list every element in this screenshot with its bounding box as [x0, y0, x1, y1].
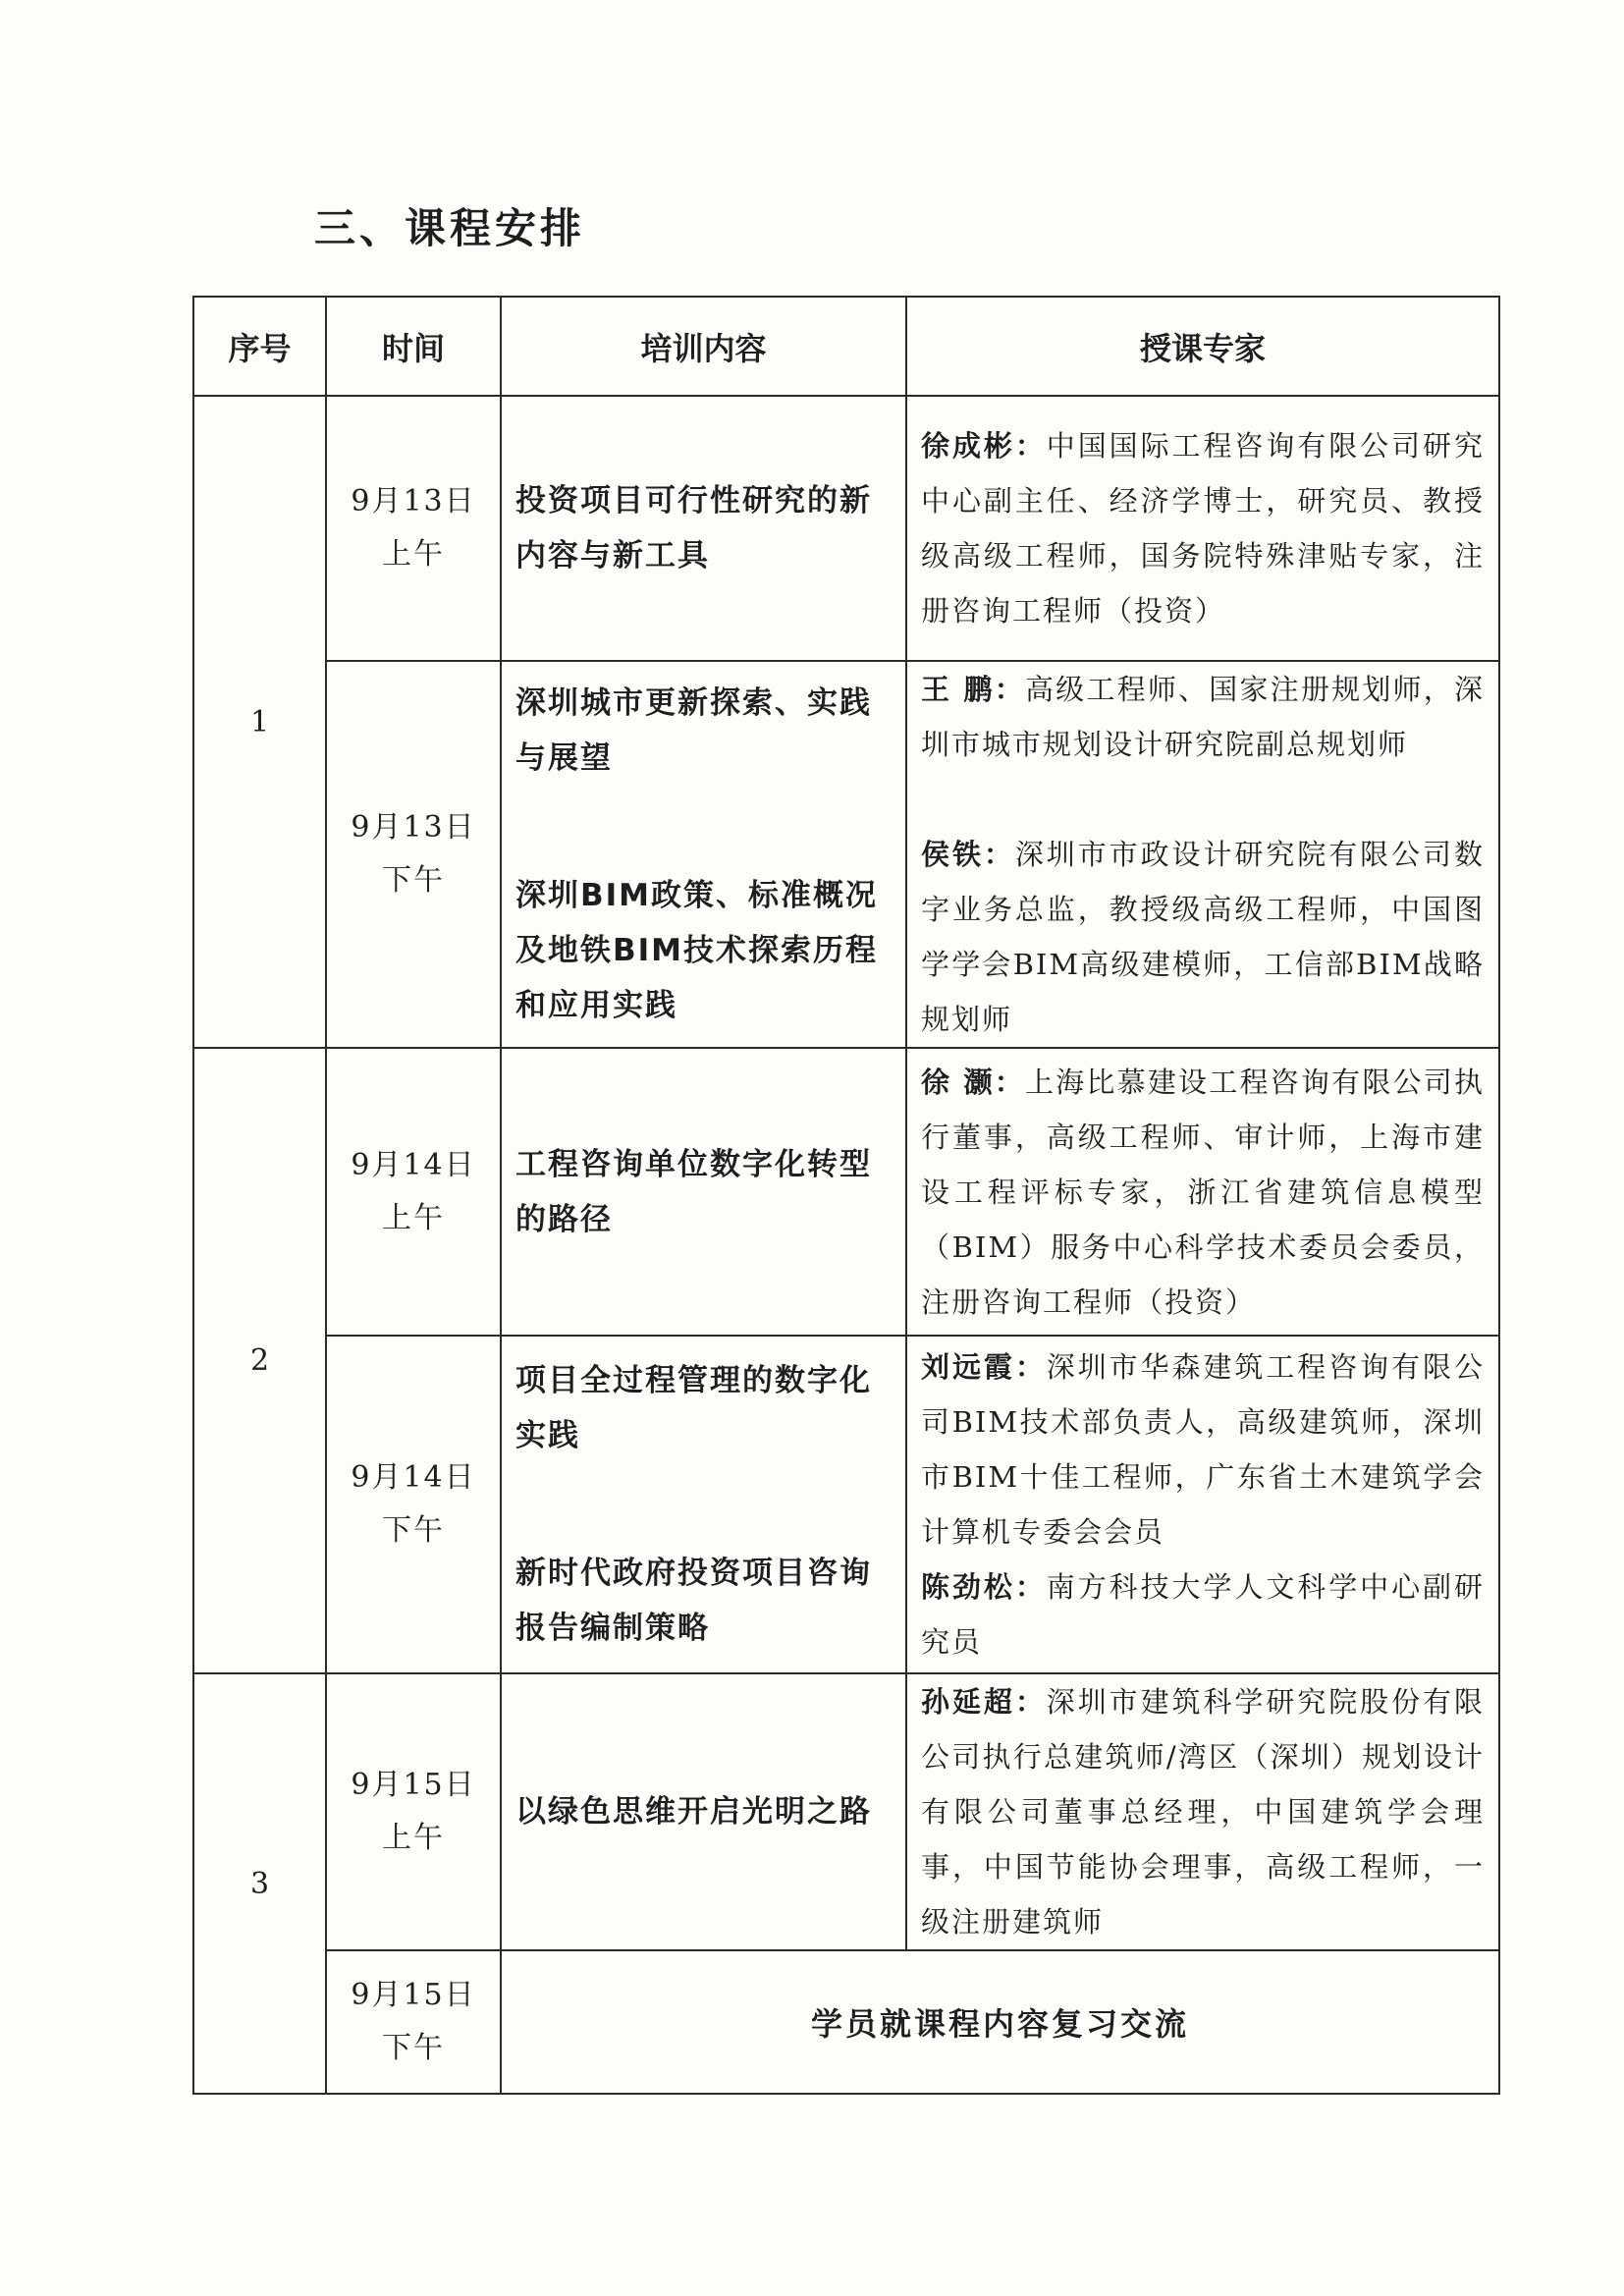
- section-title: 三、课程安排: [314, 204, 586, 252]
- expert-name: 侯铁: [921, 838, 984, 871]
- table-row: [193, 396, 1499, 661]
- header-seq: 序号: [193, 297, 326, 396]
- expert-name: 刘远霞: [921, 1350, 1015, 1384]
- topic: 新时代政府投资项目咨询报告编制策略: [515, 1556, 872, 1646]
- course-schedule-table: [192, 296, 1500, 2095]
- table-row: [193, 1673, 1499, 1950]
- content-cell: [501, 396, 906, 661]
- expert-desc: 高级工程师、国家注册规划师，深圳市城市规划设计研究院副总规划师: [921, 673, 1485, 761]
- expert-name: 徐 灏: [921, 1065, 995, 1099]
- expert-entry: 徐 灏：上海比慕建设工程咨询有限公司执行董事，高级工程师、审计师，上海市建设工程评标专家，浙江省建筑信息模型（BIM）服务中心科学技术委员会委员，注册咨询工程师（投资）: [921, 1065, 1485, 1319]
- seq-cell: 3: [193, 1673, 326, 2094]
- period: 上午: [382, 537, 445, 572]
- expert-name: 王 鹏: [921, 673, 995, 706]
- expert-cell: [906, 1336, 1499, 1673]
- review-session-cell: 学员就课程内容复习交流: [501, 1950, 1499, 2094]
- expert-name: 徐成彬: [921, 429, 1015, 463]
- time-cell: [326, 1950, 501, 2094]
- topic: 工程咨询单位数字化转型的路径: [515, 1146, 872, 1237]
- expert-desc: 上海比慕建设工程咨询有限公司执行董事，高级工程师、审计师，上海市建设工程评标专家，浙江省建筑信息模型（BIM）服务中心科学技术委员会委员，注册咨询工程师（投资）: [921, 1065, 1485, 1319]
- topic: 项目全过程管理的数字化实践: [515, 1363, 872, 1453]
- date: 9月15日: [351, 1978, 476, 2012]
- topic: 投资项目可行性研究的新内容与新工具: [515, 483, 872, 574]
- header-expert: 授课专家: [906, 297, 1499, 396]
- header-content: 培训内容: [501, 297, 906, 396]
- expert-desc: 深圳市华森建筑工程咨询有限公司BIM技术部负责人，高级建筑师，深圳市BIM十佳工程师，广东省土木建筑学会计算机专委会会员: [921, 1350, 1485, 1549]
- expert-name: 陈劲松: [921, 1570, 1015, 1604]
- header-time: 时间: [326, 297, 501, 396]
- table-row: [193, 1950, 1499, 2094]
- content-cell: [501, 661, 906, 1048]
- expert-entry: 侯铁：深圳市市政设计研究院有限公司数字业务总监，教授级高级工程师，中国图学学会BIM高级建模师，工信部BIM战略规划师: [921, 838, 1485, 1036]
- expert-desc: 南方科技大学人文科学中心副研究员: [921, 1570, 1485, 1659]
- content-cell: [501, 1336, 906, 1673]
- date: 9月14日: [351, 1460, 476, 1495]
- time-cell: [326, 1673, 501, 1950]
- period: 上午: [382, 1200, 445, 1235]
- expert-cell: [906, 661, 1499, 1048]
- date: 9月13日: [351, 810, 476, 845]
- time-cell: [326, 1048, 501, 1336]
- expert-cell: [906, 1673, 1499, 1950]
- expert-desc: 中国国际工程咨询有限公司研究中心副主任、经济学博士，研究员、教授级高级工程师，国务院特殊津贴专家，注册咨询工程师（投资）: [921, 429, 1485, 628]
- expert-cell: [906, 396, 1499, 661]
- table-row: [193, 1048, 1499, 1336]
- period: 下午: [382, 863, 445, 898]
- expert-entry: 孙延超：深圳市建筑科学研究院股份有限公司执行总建筑师/湾区（深圳）规划设计有限公司董事总经理，中国建筑学会理事，中国节能协会理事，高级工程师，一级注册建筑师: [921, 1685, 1485, 1939]
- period: 下午: [382, 1513, 445, 1548]
- date: 9月15日: [351, 1768, 476, 1802]
- period: 下午: [382, 2031, 445, 2065]
- topic: 以绿色思维开启光明之路: [515, 1794, 872, 1830]
- date: 9月14日: [351, 1147, 476, 1182]
- header-row: [193, 297, 1499, 396]
- expert-name: 孙延超: [921, 1685, 1015, 1719]
- expert-desc: 深圳市建筑科学研究院股份有限公司执行总建筑师/湾区（深圳）规划设计有限公司董事总经理，中国建筑学会理事，中国节能协会理事，高级工程师，一级注册建筑师: [921, 1685, 1485, 1939]
- time-cell: [326, 661, 501, 1048]
- expert-entry: 陈劲松：南方科技大学人文科学中心副研究员: [921, 1570, 1485, 1659]
- content-cell: [501, 1048, 906, 1336]
- expert-entry: 王 鹏：高级工程师、国家注册规划师，深圳市城市规划设计研究院副总规划师: [921, 673, 1485, 761]
- period: 上午: [382, 1821, 445, 1855]
- seq-cell: 2: [193, 1048, 326, 1673]
- date: 9月13日: [351, 484, 476, 519]
- expert-entry: 刘远霞：深圳市华森建筑工程咨询有限公司BIM技术部负责人，高级建筑师，深圳市BIM十佳工程师，广东省土木建筑学会计算机专委会会员: [921, 1350, 1485, 1549]
- seq-cell: 1: [193, 396, 326, 1048]
- time-cell: [326, 396, 501, 661]
- expert-desc: 深圳市市政设计研究院有限公司数字业务总监，教授级高级工程师，中国图学学会BIM高级建模师，工信部BIM战略规划师: [921, 838, 1485, 1036]
- topic: 深圳城市更新探索、实践与展望: [515, 685, 872, 776]
- topic: 深圳BIM政策、标准概况及地铁BIM技术探索历程和应用实践: [515, 878, 879, 1023]
- expert-cell: [906, 1048, 1499, 1336]
- time-cell: [326, 1336, 501, 1673]
- expert-entry: 徐成彬：中国国际工程咨询有限公司研究中心副主任、经济学博士，研究员、教授级高级工程师，国务院特殊津贴专家，注册咨询工程师（投资）: [921, 429, 1485, 628]
- table-row: [193, 661, 1499, 1048]
- content-cell: [501, 1673, 906, 1950]
- table-row: [193, 1336, 1499, 1673]
